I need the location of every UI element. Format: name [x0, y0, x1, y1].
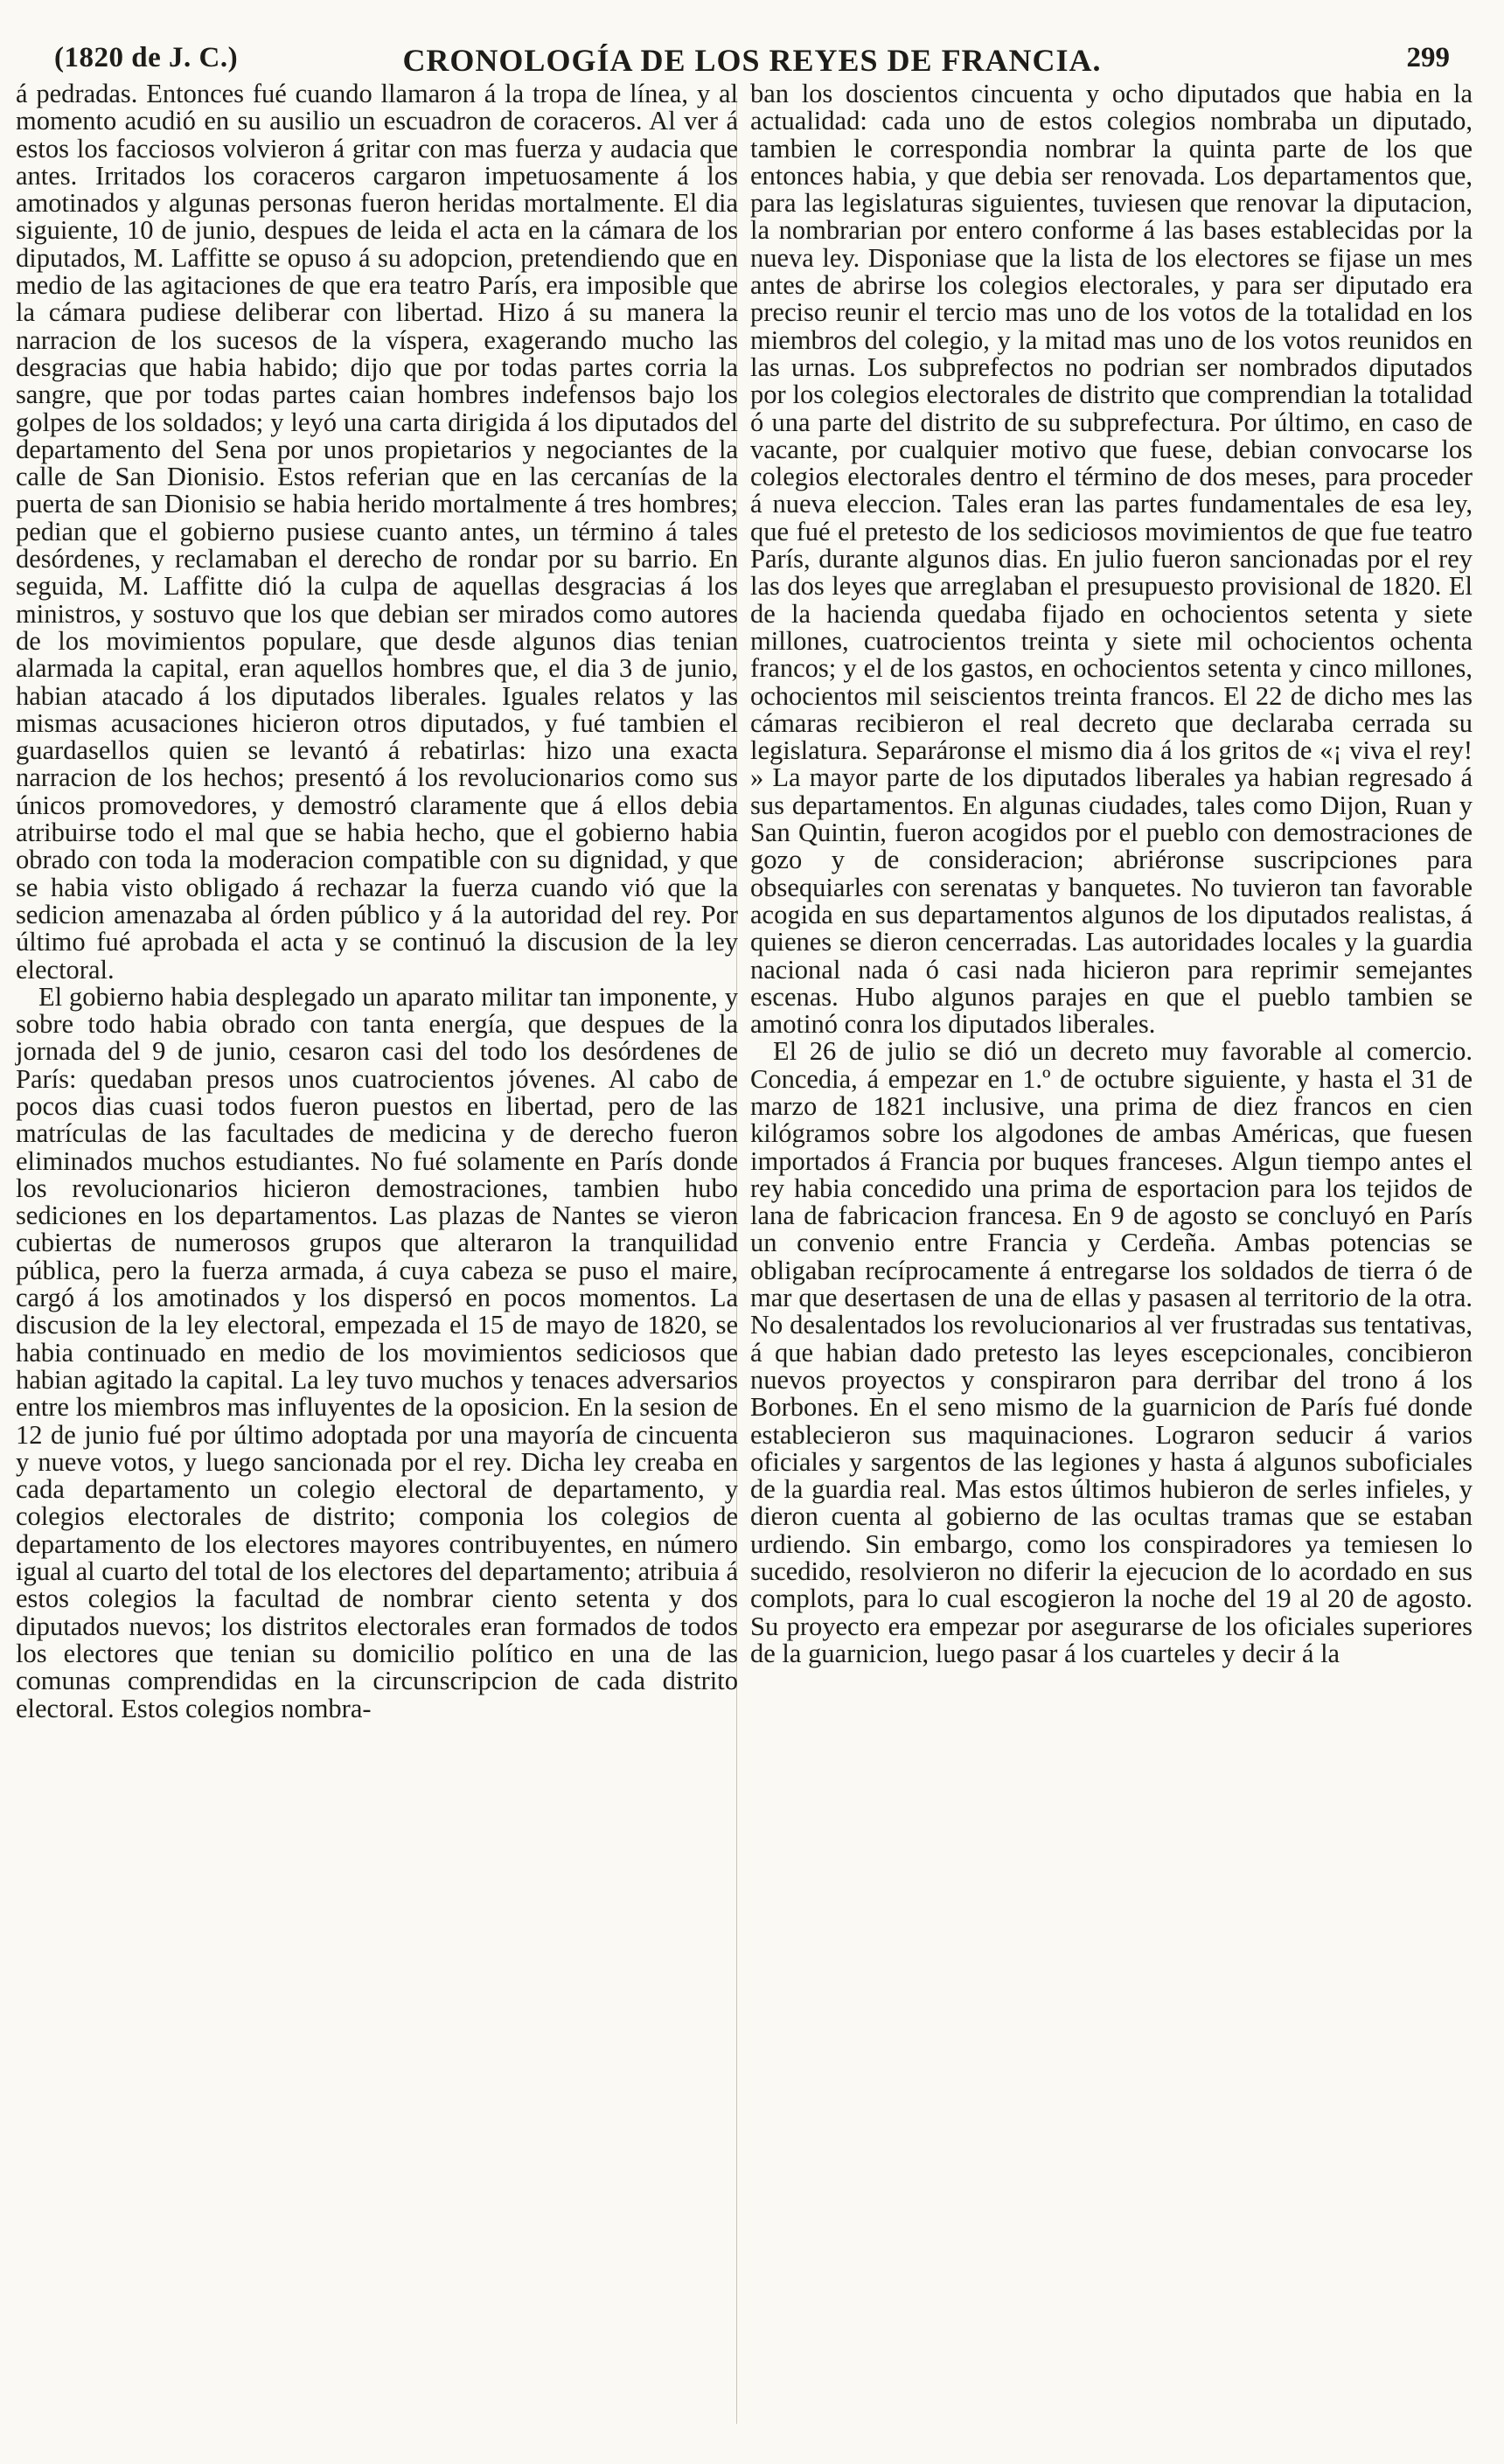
left-column — [16, 80, 738, 1723]
right-column — [750, 80, 1473, 1667]
header-year: (1820 de J. C.) — [54, 42, 239, 73]
paragraph: El gobierno habia desplegado un aparato militar tan imponente, y sobre todo habia obrado con tanta energía, que despues de la jornada del 9 de junio, cesaron casi del todo los desórdenes de París: quedaban presos unos cuatrocientos jóvenes. Al cabo de pocos dias cuasi todos fueron puestos en libertad, pero de las matrículas de las facultades de medicina y de derecho fueron eliminados muchos estudiantes. No fué solamente en París donde los revolucionarios hicieron demostraciones, tambien hubo sediciones en los departamentos. Las plazas de Nantes se vieron cubiertas de numerosos grupos que alteraron la tranquilidad pública, pero la fuerza armada, á cuya cabeza se puso el maire, cargó á los amotinados y los dispersó en pocos momentos. La discusion de la ley electoral, empezada el 15 de mayo de 1820, se habia continuado en medio de los movimientos sediciosos que habian agitado la capital. La ley tuvo muchos y tenaces adversarios entre los miembros mas influyentes de la oposicion. En la sesion de 12 de junio fué por último adoptada por una mayoría de cincuenta y nueve votos, y luego sancionada por el rey. Dicha ley creaba en cada departamento un colegio electoral de departamento, y colegios electorales de distrito; componia los colegios de departamento de los electores mayores contribuyentes, en número igual al cuarto del total de los electores del departamento; atribuia á estos colegios la facultad de nombrar ciento setenta y dos diputados nuevos; los distritos electorales eran formados de todos los electores que tenian su domicilio político en una de las comunas comprendidas en la circunscripcion de cada distrito electoral. Estos colegios nombra- — [16, 981, 738, 1723]
page-number: 299 — [1406, 42, 1450, 73]
paragraph: El 26 de julio se dió un decreto muy favorable al comercio. Concedia, á empezar en 1.º de octubre siguiente, y hasta el 31 de marzo de 1821 inclusive, una prima de diez francos en cien kilógramos sobre los algodones de ambas Américas, que fuesen importados á Francia por buques franceses. Algun tiempo antes el rey habia concedido una prima de esportacion para los tejidos de lana de fabricacion francesa. En 9 de agosto se concluyó en París un convenio entre Francia y Cerdeña. Ambas potencias se obligaban recíprocamente á entregarse los soldados de tierra ó de mar que desertasen de una de ellas y pasasen al territorio de la otra. No desalentados los revolucionarios al ver frustradas sus tentativas, á que habian dado pretesto las leyes escepcionales, concibieron nuevos proyectos y conspiraron para derribar del trono á los Borbones. En el seno mismo de la guarnicion de París fué donde establecieron sus maquinaciones. Lograron seducir á varios oficiales y sargentos de las legiones y hasta á algunos suboficiales de la guardia real. Mas estos últimos hubieron de serles infieles, y dieron cuenta al gobierno de las ocultas tramas que se estaban urdiendo. Sin embargo, como los conspiradores ya temiesen lo sucedido, resolvieron no diferir la ejecucion de lo acordado en sus complots, para lo cual escogieron la noche del 19 al 20 de agosto. Su proyecto era empezar por asegurarse de los oficiales superiores de la guarnicion, luego pasar á los cuarteles y decir á la — [750, 1036, 1473, 1668]
paragraph: á pedradas. Entonces fué cuando llamaron á la tropa de línea, y al momento acudió en su ausilio un escuadron de coraceros. Al ver á estos los facciosos volvieron á gritar con mas fuerza y audacia que antes. Irritados los coraceros cargaron impetuosamente á los amotinados y algunas personas fueron heridas mortalmente. El dia siguiente, 10 de junio, despues de leida el acta en la cámara de los diputados, M. Laffitte se opuso á su adopcion, pretendiendo que en medio de las agitaciones de que era teatro París, era imposible que la cámara pudiese deliberar con libertad. Hizo á su manera la narracion de los sucesos de la víspera, exagerando mucho las desgracias que habia habido; dijo que por todas partes corria la sangre, que por todas partes caian hombres indefensos bajo los golpes de los soldados; y leyó una carta dirigida á los diputados del departamento del Sena por unos propietarios y negociantes de la calle de San Dionisio. Estos referian que en las cercanías de la puerta de san Dionisio se habia herido mortalmente á tres hombres; pedian que el gobierno pusiese cuanto antes, un término á tales desórdenes, y reclamaban el derecho de rondar por su barrio. En seguida, M. Laffitte dió la culpa de aquellas desgracias á los ministros, y sostuvo que los que debian ser mirados como autores de los movimientos populare, que desde algunos dias tenian alarmada la capital, eran aquellos hombres que, el dia 3 de junio, habian atacado á los diputados liberales. Iguales relatos y las mismas acusaciones hicieron otros diputados, y fué tambien el guardasellos quien se levantó á rebatirlas: hizo una exacta narracion de los hechos; presentó á los revolucionarios como sus únicos promovedores, y demostró claramente que á ellos debia atribuirse todo el mal que se habia hecho, que el gobierno habia obrado con toda la moderacion compatible con su dignidad, y que se habia visto obligado á rechazar la fuerza cuando vió que la sedicion amenazaba al órden público y á la autoridad del rey. Por último fué aprobada el acta y se continuó la discusion de la ley electoral. — [16, 79, 738, 985]
running-header — [54, 42, 1450, 82]
paragraph: ban los doscientos cincuenta y ocho diputados que habia en la actualidad: cada uno de estos colegios nombraba un diputado, tambien le correspondia nombrar la quinta parte de los que entonces habia, y que debia ser renovada. Los departamentos que, para las legislaturas siguientes, tuviesen que renovar la diputacion, la nombrarian por entero conforme á las bases establecidas por la nueva ley. Disponiase que la lista de los electores se fijase un mes antes de abrirse los colegios electorales, y para ser diputado era preciso reunir el tercio mas uno de los votos de la totalidad en los miembros del colegio, y la mitad mas uno de los votos reunidos en las urnas. Los subprefectos no podrian ser nombrados diputados por los colegios electorales de distrito que comprendian la totalidad ó una parte del distrito de su subprefectura. Por último, en caso de vacante, por cualquier motivo que fuese, debian convocarse los colegios electorales dentro el término de dos meses, para proceder á nueva eleccion. Tales eran las partes fundamentales de esa ley, que fué el pretesto de los sediciosos movimientos de que fue teatro París, durante algunos dias. En julio fueron sancionadas por el rey las dos leyes que arreglaban el presupuesto provisional de 1820. El de la hacienda quedaba fijado en ochocientos setenta y siete millones, cuatrocientos treinta y siete mil ochocientos ochenta francos; y el de los gastos, en ochocientos setenta y cinco millones, ochocientos mil seiscientos treinta francos. El 22 de dicho mes las cámaras recibieron el real decreto que declaraba cerrada su legislatura. Separáronse el mismo dia á los gritos de «¡ viva el rey! » La mayor parte de los diputados liberales ya habian regresado á sus departamentos. En algunas ciudades, tales como Dijon, Ruan y San Quintin, fueron acogidos por el pueblo con demostraciones de gozo y de consideracion; abriéronse suscripciones para obsequiarles con serenatas y banquetes. No tuvieron tan favorable acogida en sus departamentos algunos de los diputados realistas, á quienes se dieron cencerradas. Las autoridades locales y la guardia nacional nada ó casi nada hicieron para reprimir semejantes escenas. Hubo algunos parajes en que el pueblo tambien se amotinó conra los diputados liberales. — [750, 79, 1473, 1040]
header-title: CRONOLOGÍA DE LOS REYES DE FRANCIA. — [402, 43, 1102, 78]
